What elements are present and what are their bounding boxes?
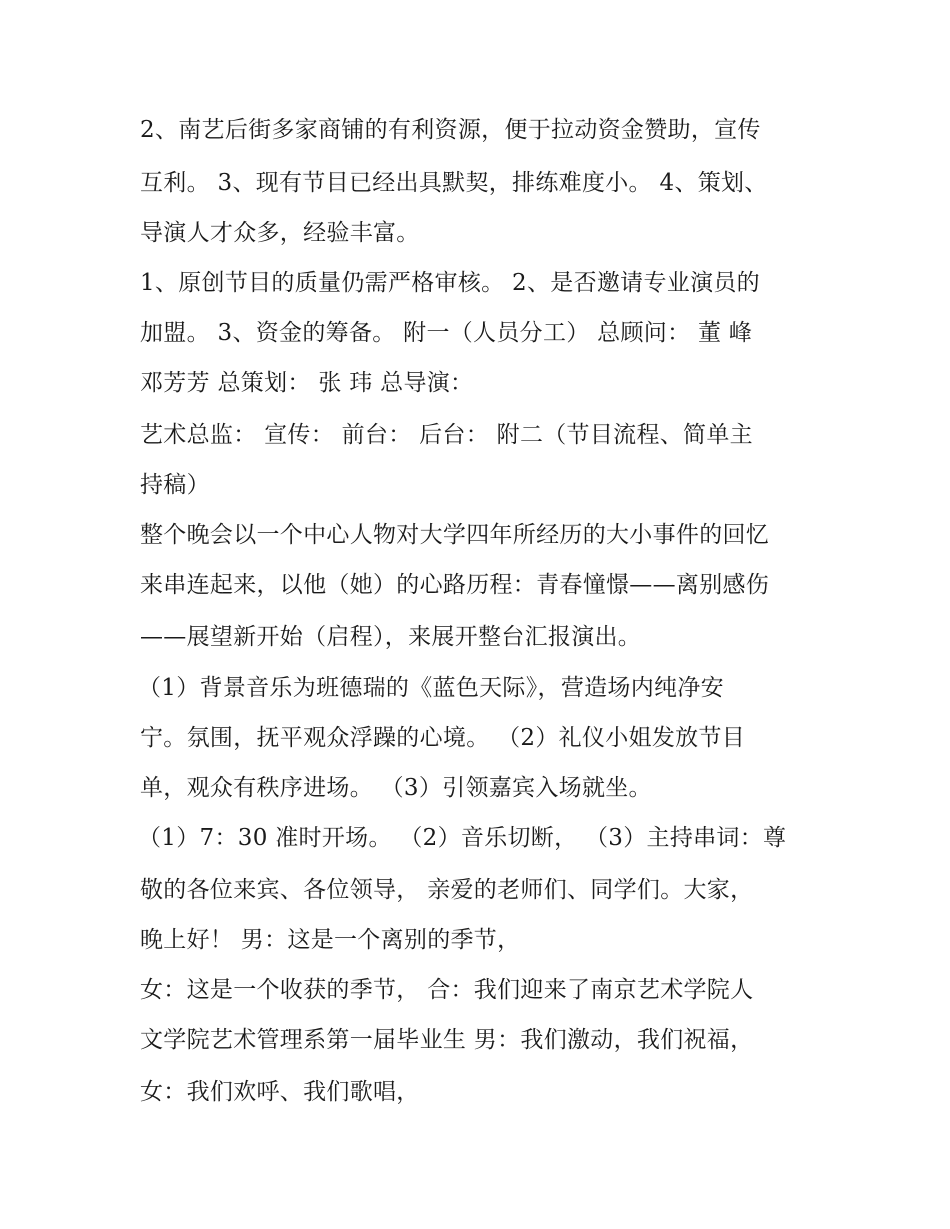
text-line-3: 导演人才众多，经验丰富。 [140, 220, 420, 246]
text-line-10: 来串连起来，以他（她）的心路历程：青春憧憬——离别感伤 [140, 572, 770, 598]
text-line-16: 敬的各位来宾、各位领导， 亲爱的老师们、同学们。大家， [140, 877, 754, 903]
text-line-14: 单，观众有秩序进场。 （3）引领嘉宾入场就坐。 [140, 775, 652, 801]
text-line-19: 文学院艺术管理系第一届毕业生 男：我们激动，我们祝福， [140, 1027, 754, 1053]
text-line-13: 宁。氛围，抚平观众浮躁的心境。 （2）礼仪小姐发放节目 [140, 725, 746, 751]
text-line-15: （1）7：30 准时开场。 （2）音乐切断， （3）主持串词：尊 [138, 825, 787, 851]
text-line-5: 加盟。 3、资金的筹备。 附一（人员分工） 总顾问： 董 峰 [140, 320, 753, 346]
text-line-18: 女：这是一个收获的季节， 合：我们迎来了南京艺术学院人 [140, 977, 754, 1003]
text-line-1: 2、南艺后街多家商铺的有利资源，便于拉动资金赞助，宣传 [140, 117, 761, 143]
text-line-7: 艺术总监： 宣传： 前台： 后台： 附二（节目流程、简单主 [140, 422, 753, 448]
text-line-2: 互利。 3、现有节目已经出具默契，排练难度小。 4、策划、 [140, 170, 768, 196]
text-line-9: 整个晚会以一个中心人物对大学四年所经历的大小事件的回忆 [140, 522, 770, 548]
text-line-17: 晚上好！ 男：这是一个离别的季节， [140, 927, 521, 953]
text-line-8: 持稿） [140, 472, 210, 498]
text-line-11: ——展望新开始（启程），来展开整台汇报演出。 [140, 624, 642, 650]
text-line-12: （1）背景音乐为班德瑞的《蓝色天际》，营造场内纯净安 [138, 675, 724, 701]
text-line-4: 1、原创节目的质量仍需严格审核。 2、是否邀请专业演员的 [140, 270, 760, 296]
text-line-6: 邓芳芳 总策划： 张 玮 总导演： [140, 370, 474, 396]
text-line-20: 女：我们欢呼、我们歌唱， [140, 1079, 420, 1105]
